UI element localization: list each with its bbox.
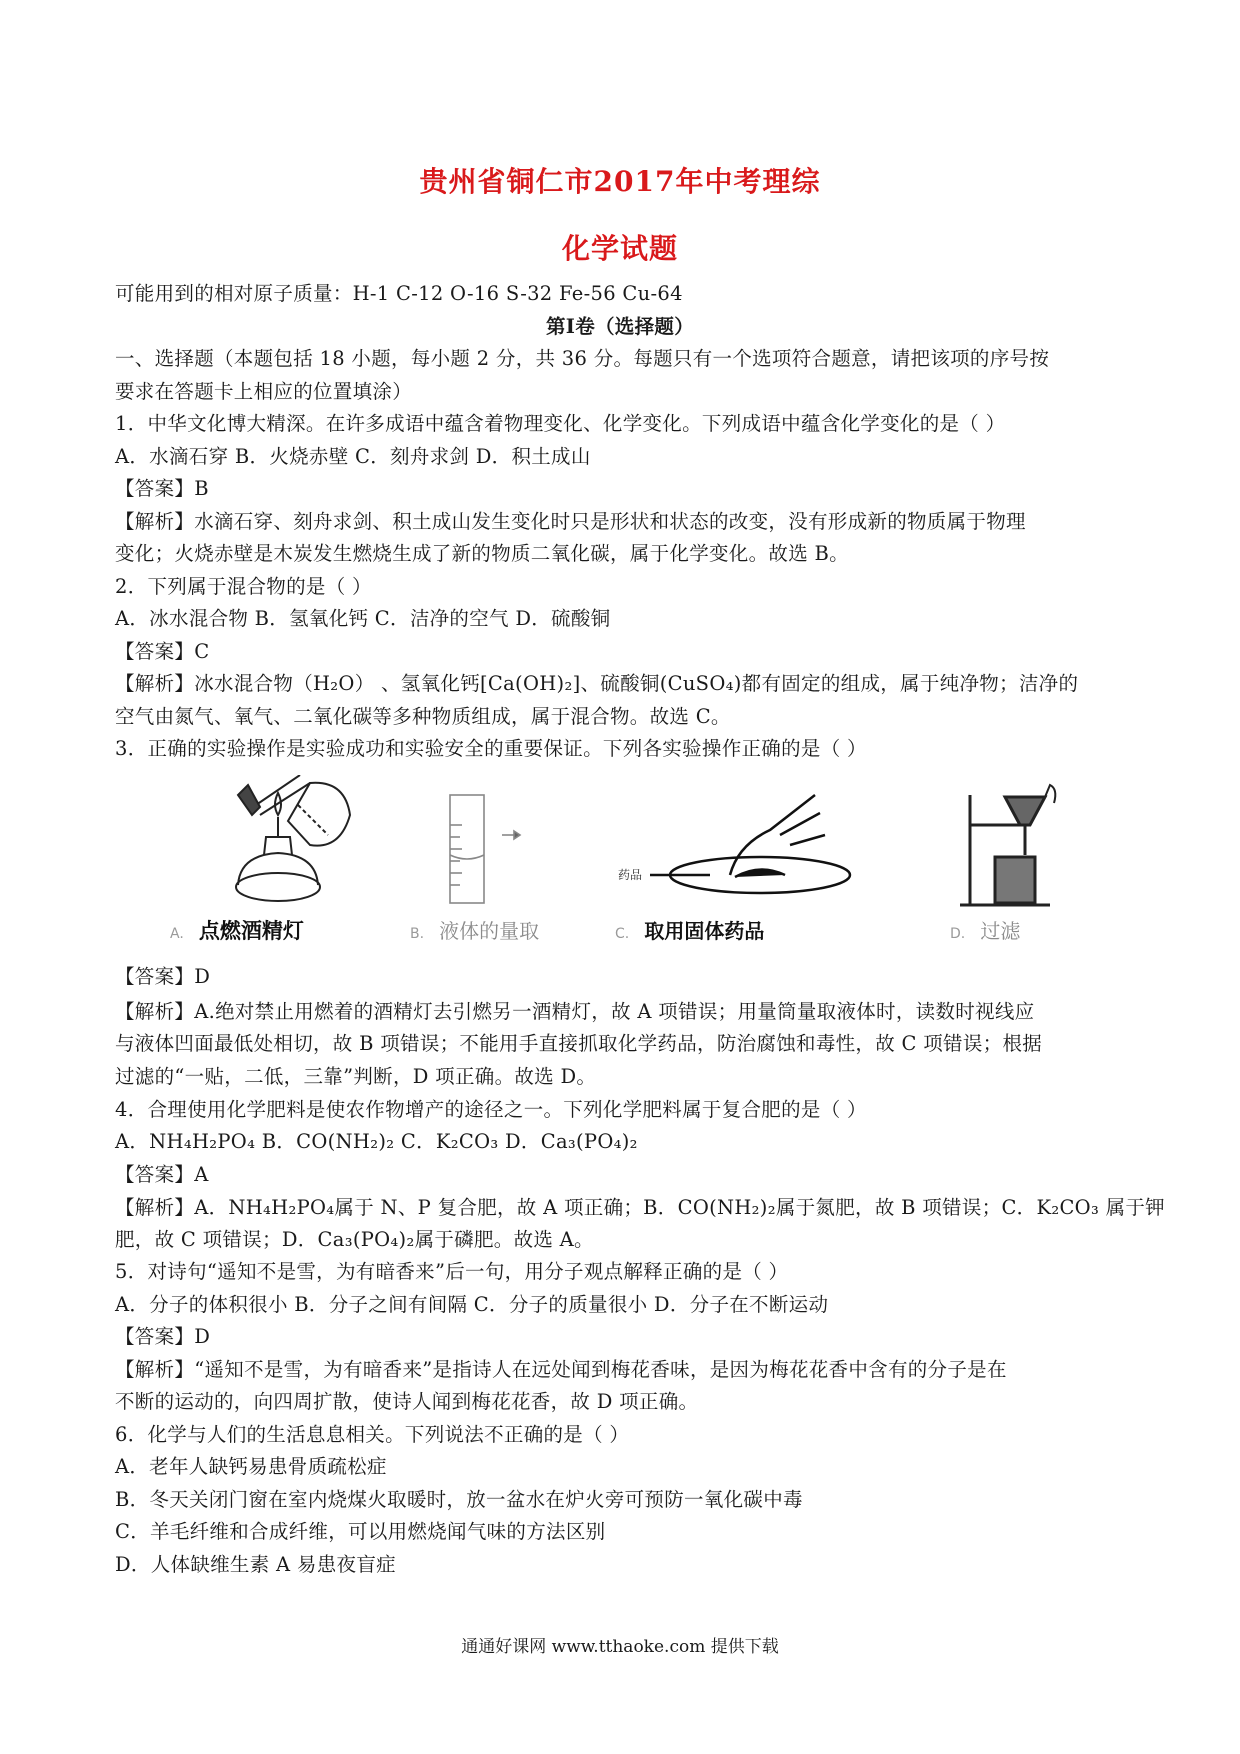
q6-option-a: A．老年人缺钙易患骨质疏松症 — [115, 1455, 387, 1478]
q6-option-b: B．冬天关闭门窗在室内烧煤火取暖时，放一盆水在炉火旁可预防一氧化碳中毒 — [115, 1488, 803, 1511]
q5-answer: 【答案】D — [115, 1325, 211, 1348]
figure-label-b — [410, 915, 539, 944]
figure-label-c — [615, 915, 764, 944]
figure-letter-a: A. — [170, 926, 184, 942]
q4-options: A．NH₄H₂PO₄ B．CO(NH₂)₂ C．K₂CO₃ D．Ca₃(PO₄)₂ — [115, 1130, 638, 1153]
figure-text-a: 点燃酒精灯 — [198, 919, 304, 943]
q4-stem: 4．合理使用化学肥料是使农作物增产的途径之一。下列化学肥料属于复合肥的是（ ） — [115, 1098, 867, 1121]
figure-tag-c: 药品 — [618, 868, 643, 882]
page-footer: 通通好课网 www.tthaoke.com 提供下载 — [461, 1637, 779, 1657]
alcohol-lamp-icon — [160, 775, 370, 915]
instructions-line-1: 一、选择题（本题包括 18 小题，每小题 2 分，共 36 分。每题只有一个选项符合题意，请把该项的序号按 — [115, 347, 1050, 370]
q3-answer: 【答案】D — [115, 965, 211, 988]
q5-analysis-line-2: 不断的运动的，向四周扩散，使诗人闻到梅花花香，故 D 项正确。 — [115, 1390, 699, 1413]
q4-answer: 【答案】A — [115, 1163, 209, 1186]
q2-options: A．冰水混合物 B．氢氧化钙 C．洁净的空气 D．硫酸铜 — [115, 607, 611, 630]
q6-option-d: D．人体缺维生素 A 易患夜盲症 — [115, 1553, 396, 1576]
q1-options: A．水滴石穿 B．火烧赤壁 C．刻舟求剑 D．积土成山 — [115, 445, 591, 468]
q6-stem: 6．化学与人们的生活息息相关。下列说法不正确的是（ ） — [115, 1423, 630, 1446]
atomic-masses-line: 可能用到的相对原子质量：H-1 C-12 O-16 S-32 Fe-56 Cu-64 — [115, 282, 683, 305]
q1-analysis-line-2: 变化；火烧赤壁是木炭发生燃烧生成了新的物质二氧化碳，属于化学变化。故选 B。 — [115, 542, 849, 565]
figure-letter-b: B. — [410, 926, 425, 942]
q1-analysis-line-1: 【解析】水滴石穿、刻舟求剑、积土成山发生变化时只是形状和状态的改变，没有形成新的物质属于物理 — [115, 510, 1026, 533]
q3-stem: 3．正确的实验操作是实验成功和实验安全的重要保证。下列各实验操作正确的是（ ） — [115, 737, 867, 760]
q2-answer: 【答案】C — [115, 640, 210, 663]
q1-answer: 【答案】B — [115, 477, 209, 500]
figure-label-d — [950, 915, 1020, 944]
figure-item-a — [160, 775, 370, 955]
q3-figure — [160, 775, 1100, 955]
q4-analysis-line-2: 肥，故 C 项错误；D．Ca₃(PO₄)₂属于磷肥。故选 A。 — [115, 1228, 594, 1251]
q6-option-c: C．羊毛纤维和合成纤维，可以用燃烧闻气味的方法区别 — [115, 1520, 606, 1543]
q5-options: A．分子的体积很小 B．分子之间有间隔 C．分子的质量很小 D．分子在不断运动 — [115, 1293, 829, 1316]
q2-analysis-line-2: 空气由氮气、氧气、二氧化碳等多种物质组成，属于混合物。故选 C。 — [115, 705, 731, 728]
figure-text-d: 过滤 — [980, 919, 1021, 943]
q3-analysis-line-1: 【解析】A.绝对禁止用燃着的酒精灯去引燃另一酒精灯，故 A 项错误；用量筒量取液体时，读数时视线应 — [115, 1000, 1035, 1023]
graduated-cylinder-icon — [410, 775, 590, 915]
figure-text-b: 液体的量取 — [439, 919, 540, 943]
section-title: 第Ⅰ卷（选择题） — [545, 315, 695, 338]
q5-analysis-line-1: 【解析】“遥知不是雪，为有暗香来”是指诗人在远处闻到梅花香味，是因为梅花花香中含有的分子是在 — [115, 1358, 1007, 1381]
q1-stem: 1．中华文化博大精深。在许多成语中蕴含着物理变化、化学变化。下列成语中蕴含化学变化的是（ ） — [115, 412, 1006, 435]
q2-stem: 2．下列属于混合物的是（ ） — [115, 575, 372, 598]
q3-analysis-line-2: 与液体凹面最低处相切，故 B 项错误；不能用手直接抓取化学药品，防治腐蚀和毒性，故 C 项错误；根据 — [115, 1032, 1043, 1055]
q2-analysis-line-1: 【解析】冰水混合物（H₂O） 、氢氧化钙[Ca(OH)₂]、硫酸铜(CuSO₄)都有固定的组成，属于纯净物；洁净的 — [115, 672, 1079, 695]
figure-text-c: 取用固体药品 — [644, 919, 765, 943]
q4-analysis-line-1: 【解析】A．NH₄H₂PO₄属于 N、P 复合肥，故 A 项正确；B．CO(NH₂)₂属于氮肥，故 B 项错误；C．K₂CO₃ 属于钾 — [115, 1196, 1165, 1219]
instructions-line-2: 要求在答题卡上相应的位置填涂） — [115, 380, 413, 403]
figure-letter-c: C. — [615, 926, 630, 942]
filtration-apparatus-icon — [950, 775, 1090, 915]
hand-taking-chemical-icon — [610, 775, 880, 915]
q5-stem: 5．对诗句“遥知不是雪，为有暗香来”后一句，用分子观点解释正确的是（ ） — [115, 1260, 789, 1283]
figure-item-b — [410, 775, 590, 955]
figure-item-d — [950, 775, 1090, 955]
exam-subtitle: 化学试题 — [561, 232, 678, 265]
figure-label-a — [170, 915, 304, 945]
figure-letter-d: D. — [950, 926, 966, 942]
q3-analysis-line-3: 过滤的“一贴，二低，三靠”判断，D 项正确。故选 D。 — [115, 1065, 597, 1088]
figure-item-c — [610, 775, 880, 955]
exam-title: 贵州省铜仁市2017年中考理综 — [419, 165, 821, 198]
